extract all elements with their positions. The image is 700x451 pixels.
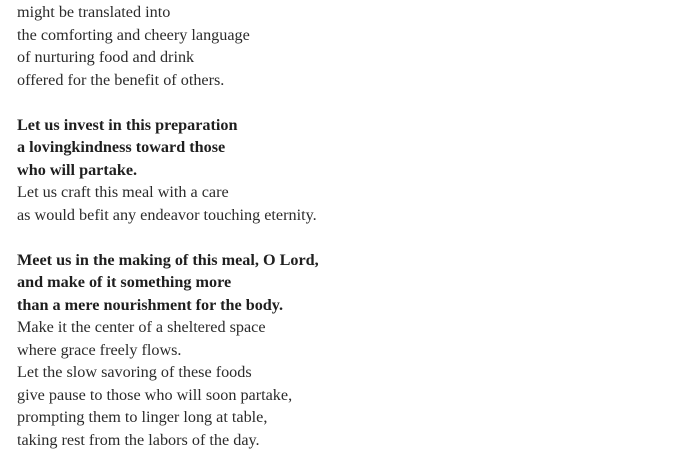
verse-line: prompting them to linger long at table, [17, 406, 677, 429]
verse-line: offered for the benefit of others. [17, 69, 677, 92]
verse-line: the comforting and cheery language [17, 24, 677, 47]
liturgy-text [17, 0, 677, 451]
stanza-1 [17, 1, 677, 91]
response-line: than a mere nourishment for the body. [17, 294, 677, 317]
verse-line: Let the slow savoring of these foods [17, 361, 677, 384]
stanza-break [17, 91, 677, 114]
verse-line: of nurturing food and drink [17, 46, 677, 69]
response-line: who will partake. [17, 159, 677, 182]
verse-line: give pause to those who will soon partake, [17, 384, 677, 407]
stanza-3 [17, 249, 677, 451]
stanza-break [17, 226, 677, 249]
verse-line: as would befit any endeavor touching eternity. [17, 204, 677, 227]
verse-line: taking rest from the labors of the day. [17, 429, 677, 451]
verse-line: might be translated into [17, 1, 677, 24]
response-line: and make of it something more [17, 271, 677, 294]
stanza-2 [17, 114, 677, 227]
verse-line: Let us craft this meal with a care [17, 181, 677, 204]
response-line: Let us invest in this preparation [17, 114, 677, 137]
verse-line: Make it the center of a sheltered space [17, 316, 677, 339]
verse-line: where grace freely flows. [17, 339, 677, 362]
response-line: a lovingkindness toward those [17, 136, 677, 159]
response-line: Meet us in the making of this meal, O Lord, [17, 249, 677, 272]
